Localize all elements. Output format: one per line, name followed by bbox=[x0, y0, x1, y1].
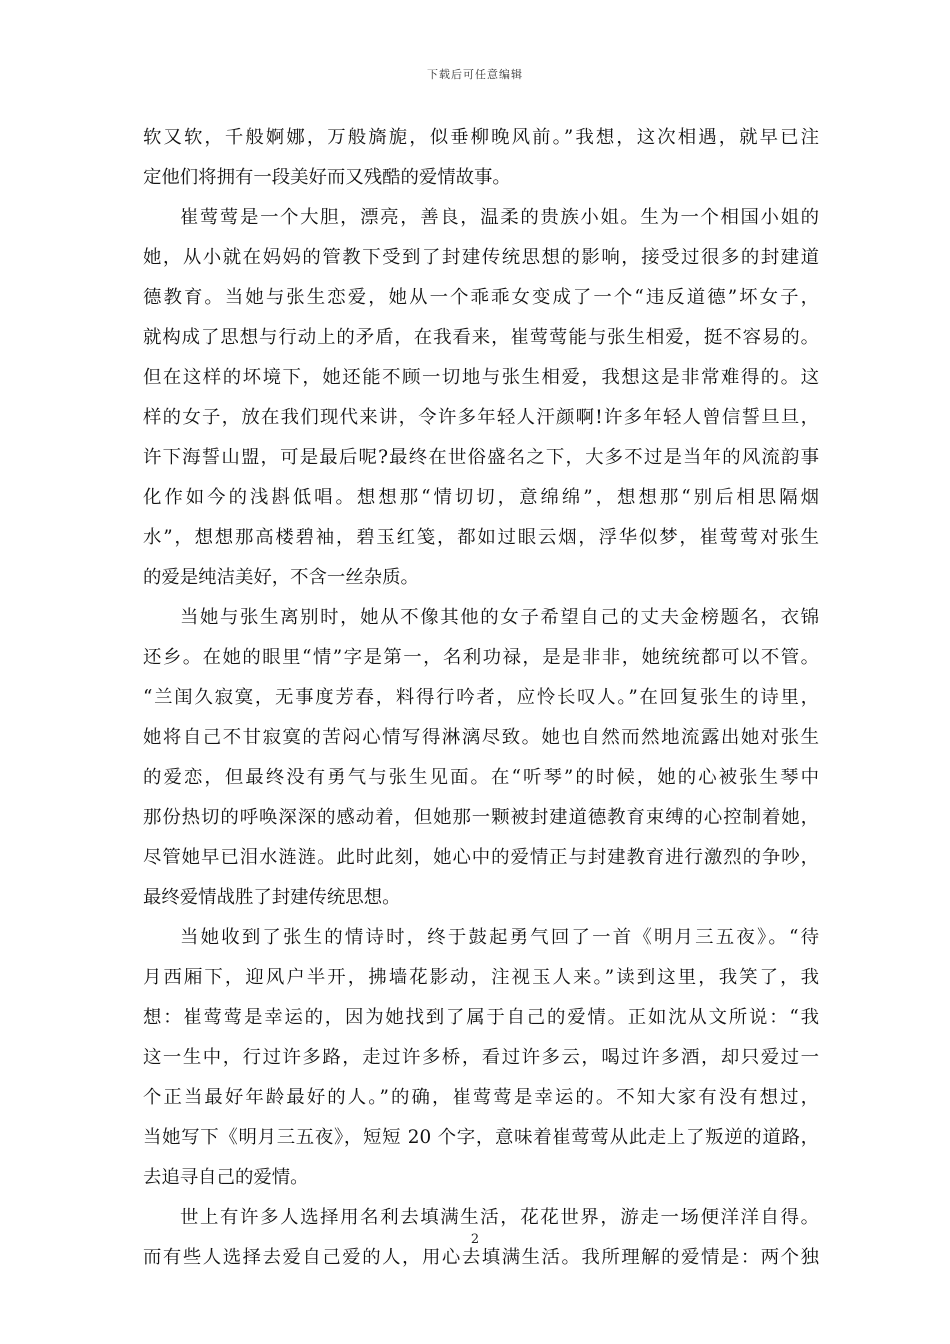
paragraph-first-line: 世上有许多人选择用名利去填满生活，花花世界，游走一场便洋洋自得。 bbox=[180, 1207, 819, 1228]
text-line: 最终爱情战胜了封建传统思想。 bbox=[143, 887, 401, 908]
text-line: 就构成了思想与行动上的矛盾，在我看来，崔莺莺能与张生相爱，挺不容易的。 bbox=[143, 327, 819, 348]
text-line: 许下海誓山盟，可是最后呢?最终在世俗盛名之下，大多不过是当年的风流韵事 bbox=[143, 447, 819, 468]
text-line: 定他们将拥有一段美好而又残酷的爱情故事。 bbox=[143, 167, 511, 188]
text-line: 化作如今的浅斟低唱。想想那“情切切，意绵绵”，想想那“别后相思隔烟 bbox=[143, 487, 819, 508]
text-line: 那份热切的呼唤深深的感动着，但她那一颗被封建道德教育束缚的心控制着她， bbox=[143, 807, 819, 828]
text-line: 去追寻自己的爱情。 bbox=[143, 1167, 309, 1188]
paragraph-first-line: 崔莺莺是一个大胆，漂亮，善良，温柔的贵族小姐。生为一个相国小姐的 bbox=[180, 207, 819, 228]
text-line: “兰闺久寂寞，无事度芳春，料得行吟者，应怜长叹人。”在回复张生的诗里， bbox=[143, 687, 819, 708]
text-line: 样的女子，放在我们现代来讲，令许多年轻人汗颜啊!许多年轻人曾信誓旦旦， bbox=[143, 407, 819, 428]
page-header: 下载后可任意编辑 bbox=[427, 68, 523, 81]
text-line: 的爱是纯洁美好，不含一丝杂质。 bbox=[143, 567, 419, 588]
text-line: 个正当最好年龄最好的人。”的确，崔莺莺是幸运的。不知大家有没有想过， bbox=[143, 1087, 819, 1108]
text-line: 水”，想想那高楼碧袖，碧玉红笺，都如过眼云烟，浮华似梦，崔莺莺对张生 bbox=[143, 527, 819, 548]
text-line: 她，从小就在妈妈的管教下受到了封建传统思想的影响，接受过很多的封建道 bbox=[143, 247, 819, 268]
text-line: 这一生中，行过许多路，走过许多桥，看过许多云，喝过许多酒，却只爱过一 bbox=[143, 1047, 819, 1068]
text-line: 月西厢下，迎风户半开，拂墙花影动，注视玉人来。”读到这里，我笑了，我 bbox=[143, 967, 819, 988]
paragraph-first-line: 当她收到了张生的情诗时，终于鼓起勇气回了一首《明月三五夜》。“待 bbox=[180, 927, 819, 948]
text-line: 而有些人选择去爱自己爱的人，用心去填满生活。我所理解的爱情是：两个独 bbox=[143, 1247, 819, 1268]
text-line: 软又软，千般婀娜，万般旖旎，似垂柳晚风前。”我想，这次相遇，就早已注 bbox=[143, 127, 819, 148]
paragraph-first-line: 当她与张生离别时，她从不像其他的女子希望自己的丈夫金榜题名，衣锦 bbox=[180, 607, 819, 628]
text-line: 还乡。在她的眼里“情”字是第一，名利功禄，是是非非，她统统都可以不管。 bbox=[143, 647, 819, 668]
text-line: 德教育。当她与张生恋爱，她从一个乖乖女变成了一个“违反道德”坏女子， bbox=[143, 287, 819, 308]
text-line: 的爱恋，但最终没有勇气与张生见面。在“听琴”的时候，她的心被张生琴中 bbox=[143, 767, 819, 788]
text-line: 她将自己不甘寂寞的苦闷心情写得淋漓尽致。她也自然而然地流露出她对张生 bbox=[143, 727, 819, 748]
text-line: 但在这样的坏境下，她还能不顾一切地与张生相爱，我想这是非常难得的。这 bbox=[143, 367, 819, 388]
text-line: 尽管她早已泪水涟涟。此时此刻，她心中的爱情正与封建教育进行激烈的争吵， bbox=[143, 847, 819, 868]
text-line: 当她写下《明月三五夜》，短短 20 个字，意味着崔莺莺从此走上了叛逆的道路， bbox=[143, 1127, 819, 1148]
text-line: 想：崔莺莺是幸运的，因为她找到了属于自己的爱情。正如沈从文所说：“我 bbox=[143, 1007, 819, 1028]
body-text bbox=[143, 118, 819, 1278]
page-number: 2 bbox=[470, 1232, 480, 1247]
